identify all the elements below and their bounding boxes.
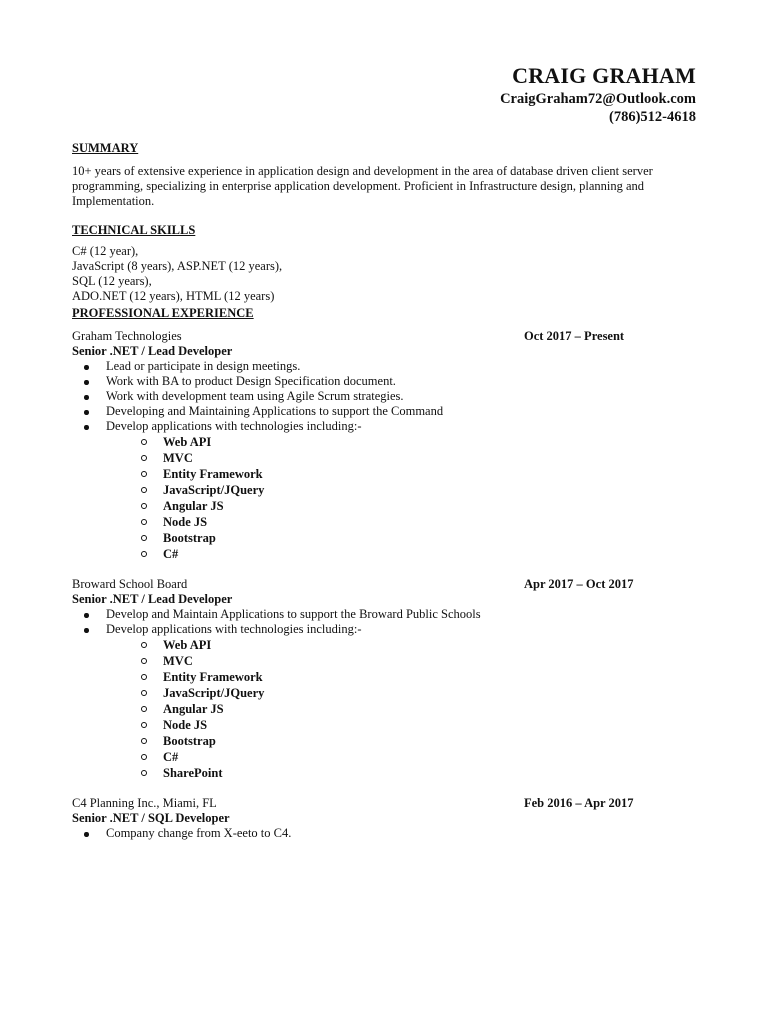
bullet-dot-icon [84,425,89,430]
technology-item [72,514,696,530]
responsibility-text: Work with development team using Agile Scrum strategies. [106,389,404,403]
job-dates: Oct 2017 – Present [524,329,625,343]
bullet-circle-icon [141,770,147,776]
technology-name: Angular JS [163,499,224,513]
bullet-circle-icon [141,674,147,680]
technology-item [72,733,696,749]
company-name: Broward School Board [72,577,188,591]
email-address: CraigGraham72@Outlook.com [500,91,696,107]
job-title: Senior .NET / Lead Developer [72,592,233,606]
technology-item [72,466,696,482]
job-header-row [72,796,696,811]
job-header-row [72,329,696,344]
technology-item [72,653,696,669]
responsibility-text: Developing and Maintaining Applications to support the Command [106,404,444,418]
bullet-dot-icon [84,832,89,837]
technology-name: JavaScript/JQuery [163,483,265,497]
job-responsibilities [72,826,696,841]
responsibility-text: Develop and Maintain Applications to support the Broward Public Schools [106,607,481,621]
technology-name: Entity Framework [163,467,263,481]
responsibility-item [72,389,696,404]
technology-name: Web API [163,638,212,652]
bullet-circle-icon [141,439,147,445]
technology-item [72,765,696,781]
bullet-circle-icon [141,706,147,712]
bullet-dot-icon [84,410,89,415]
technology-name: Node JS [163,515,208,529]
responsibility-item [72,826,696,841]
bullet-dot-icon [84,613,89,618]
phone-number: (786)512-4618 [609,109,696,125]
bullet-circle-icon [141,471,147,477]
technology-name: Web API [163,435,212,449]
responsibility-item [72,419,696,434]
technology-name: C# [163,547,179,561]
bullet-dot-icon [84,628,89,633]
responsibility-item [72,622,696,637]
skills-list [72,244,696,304]
job-entry [72,577,696,781]
skill-line: SQL (12 years), [72,274,152,288]
responsibility-text: Company change from X-eeto to C4. [106,826,292,840]
technology-name: SharePoint [163,766,223,780]
bullet-circle-icon [141,487,147,493]
bullet-circle-icon [141,754,147,760]
bullet-circle-icon [141,658,147,664]
bullet-circle-icon [141,535,147,541]
bullet-dot-icon [84,395,89,400]
technology-item [72,669,696,685]
bullet-circle-icon [141,551,147,557]
bullet-circle-icon [141,519,147,525]
technology-list [72,434,696,562]
technology-item [72,637,696,653]
job-entry [72,796,696,841]
skill-line: JavaScript (8 years), ASP.NET (12 years), [72,259,283,273]
skill-line: ADO.NET (12 years), HTML (12 years) [72,289,275,303]
technology-item [72,498,696,514]
technology-list [72,637,696,781]
technology-name: Node JS [163,718,208,732]
company-name: Graham Technologies [72,329,182,343]
technology-name: MVC [163,654,193,668]
bullet-circle-icon [141,455,147,461]
bullet-circle-icon [141,642,147,648]
job-dates: Apr 2017 – Oct 2017 [524,577,634,591]
summary-heading: SUMMARY [72,141,139,155]
bullet-circle-icon [141,503,147,509]
job-title: Senior .NET / Lead Developer [72,344,233,358]
skill-line: C# (12 year), [72,244,139,258]
responsibility-item [72,359,696,374]
responsibility-item [72,374,696,389]
professional-experience-heading: PROFESSIONAL EXPERIENCE [72,306,254,320]
technology-item [72,482,696,498]
technical-skills-heading: TECHNICAL SKILLS [72,223,196,237]
responsibility-text: Work with BA to product Design Specification document. [106,374,396,388]
bullet-circle-icon [141,722,147,728]
technology-name: C# [163,750,179,764]
company-name: C4 Planning Inc., Miami, FL [72,796,217,810]
candidate-name: CRAIG GRAHAM [512,63,696,88]
technology-item [72,546,696,562]
technology-item [72,717,696,733]
responsibility-text: Develop applications with technologies including:- [106,419,362,433]
job-dates: Feb 2016 – Apr 2017 [524,796,634,810]
technology-name: Bootstrap [163,734,216,748]
technology-name: MVC [163,451,193,465]
technology-name: Bootstrap [163,531,216,545]
resume-header [500,62,696,126]
job-responsibilities [72,359,696,434]
technology-item [72,749,696,765]
technology-name: Entity Framework [163,670,263,684]
job-responsibilities [72,607,696,637]
resume-body [72,140,696,841]
responsibility-item [72,404,696,419]
technology-item [72,530,696,546]
responsibility-item [72,607,696,622]
bullet-circle-icon [141,690,147,696]
bullet-dot-icon [84,365,89,370]
technology-item [72,685,696,701]
technology-item [72,701,696,717]
technology-name: JavaScript/JQuery [163,686,265,700]
bullet-dot-icon [84,380,89,385]
bullet-circle-icon [141,738,147,744]
job-entry [72,329,696,562]
technology-name: Angular JS [163,702,224,716]
job-header-row [72,577,696,592]
responsibility-text: Lead or participate in design meetings. [106,359,301,373]
summary-text: 10+ years of extensive experience in application design and development in the area of database driven client server programming, specializing in enterprise application development. Proficient in Infrastructure design, planning and Implementation. [72,164,653,208]
job-title: Senior .NET / SQL Developer [72,811,230,825]
technology-item [72,450,696,466]
responsibility-text: Develop applications with technologies including:- [106,622,362,636]
technology-item [72,434,696,450]
